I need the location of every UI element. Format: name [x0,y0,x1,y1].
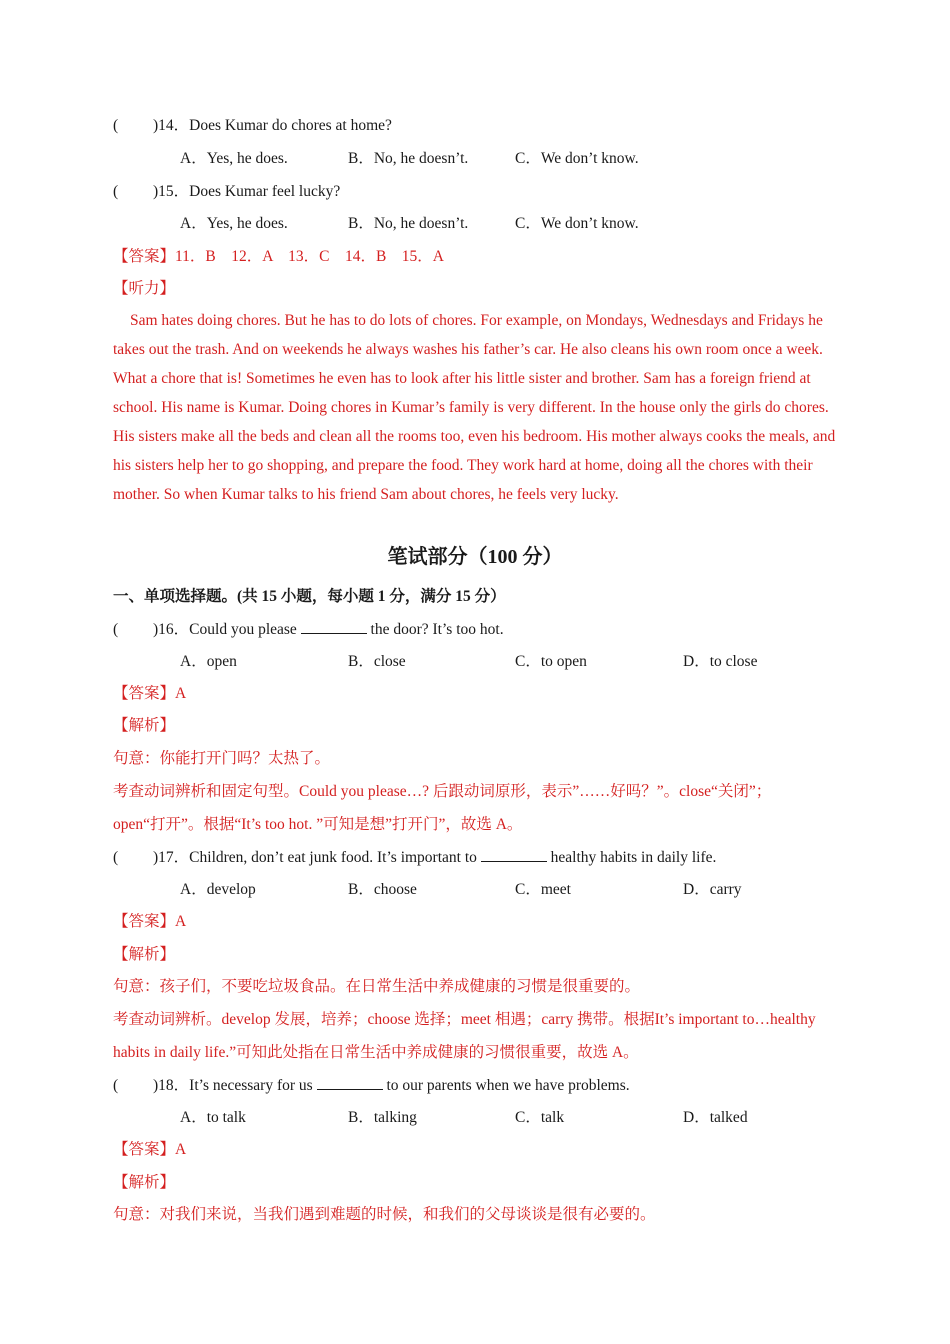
question-15: ( )15．Does Kumar feel lucky? [113,183,341,200]
option-b: B．talking [348,1109,417,1126]
answer-18: 【答案】A [113,1141,187,1158]
question-stem: Does Kumar feel lucky? [189,183,341,200]
option-b: B．close [348,653,406,670]
answer-17: 【答案】A [113,913,187,930]
explanation-line-2: open“打开”。根据“It’s too hot. ”可知是想”打开门”，故选 A。 [113,816,523,833]
question-18: ( )18．It’s necessary for us to our parents when we have problems. [113,1077,630,1094]
option-c: C．talk [515,1109,565,1126]
option-b: B．No, he doesn’t. [348,215,469,232]
option-c: C．We don’t know. [515,215,639,232]
option-a: A．open [180,653,237,670]
sentence-meaning: 句意：孩子们，不要吃垃圾食品。在日常生活中养成健康的习惯是很重要的。 [113,978,641,995]
question-14: ( )14．Does Kumar do chores at home? [113,117,392,134]
written-heading: 笔试部分（100 分） [387,546,563,568]
sentence-meaning: 句意：你能打开门吗？太热了。 [113,750,331,767]
option-b: B．No, he doesn’t. [348,150,469,167]
question-16: ( )16．Could you please the door? It’s too hot. [113,621,504,638]
explanation-line-1: 考查动词辨析和固定句型。Could you please…? 后跟动词原形，表示”……好吗？”。close“关闭”； [113,783,772,800]
option-a: A．to talk [180,1109,246,1126]
fill-blank [481,847,547,862]
option-d: D．talked [683,1109,748,1126]
question-17: ( )17．Children, don’t eat junk food. It’s important to healthy habits in daily life. [113,849,717,866]
analysis-label: 【解析】 [113,717,176,734]
sentence-meaning: 句意：对我们来说，当我们遇到难题的时候，和我们的父母谈谈是很有必要的。 [113,1206,656,1223]
answer-paren: ( [113,183,119,200]
option-d: D．carry [683,881,742,898]
answer-11-15: 【答案】11．B 12．A 13．C 14．B 15．A [113,248,444,265]
option-c: C．meet [515,881,571,898]
fill-blank [301,619,367,634]
answer-paren: ( [113,849,119,866]
analysis-label: 【解析】 [113,946,176,963]
option-a: A．Yes, he does. [180,215,288,232]
explanation-line-2: habits in daily life.”可知此处指在日常生活中养成健康的习惯很重要，故选 A。 [113,1044,639,1061]
explanation-line-1: 考查动词辨析。develop 发展，培养；choose 选择；meet 相遇；carry 携带。根据It’s important to…healthy [113,1011,816,1028]
answer-16: 【答案】A [113,685,187,702]
option-c: C．We don’t know. [515,150,639,167]
answer-paren: ( [113,1077,119,1094]
fill-blank [317,1075,383,1090]
listening-label: 【听力】 [113,280,176,297]
option-c: C．to open [515,653,587,670]
answer-paren: ( [113,621,119,638]
option-d: D．to close [683,653,758,670]
question-stem: Does Kumar do chores at home? [189,117,392,134]
listening-text: Sam hates doing chores. But he has to do lots of chores. For example, on Mondays, Wednesdays and Fridays he takes out the trash. And on weekends he always washes his father’s car. He also cleans his own room once a week. What a chore that is! Sometimes he even has to look after his little sister and brother. Sam has a foreign friend at school. His name is Kumar. Doing chores in Kumar’s family is very different. In the house only the girls do chores. His sisters make all the beds and clean all the rooms too, even his bedroom. His mother always cooks the meals, and his sisters help her to go shopping, and prepare the food. They work hard at home, doing all the chores with their mother. So when Kumar talks to his friend Sam about chores, he feels very lucky. [113,312,836,503]
option-b: B．choose [348,881,417,898]
analysis-label: 【解析】 [113,1174,176,1191]
option-a: A．develop [180,881,256,898]
answer-paren: ( [113,117,119,134]
option-a: A．Yes, he does. [180,150,288,167]
section-1-title: 一、单项选择题。(共 15 小题，每小题 1 分，满分 15 分） [113,588,506,605]
